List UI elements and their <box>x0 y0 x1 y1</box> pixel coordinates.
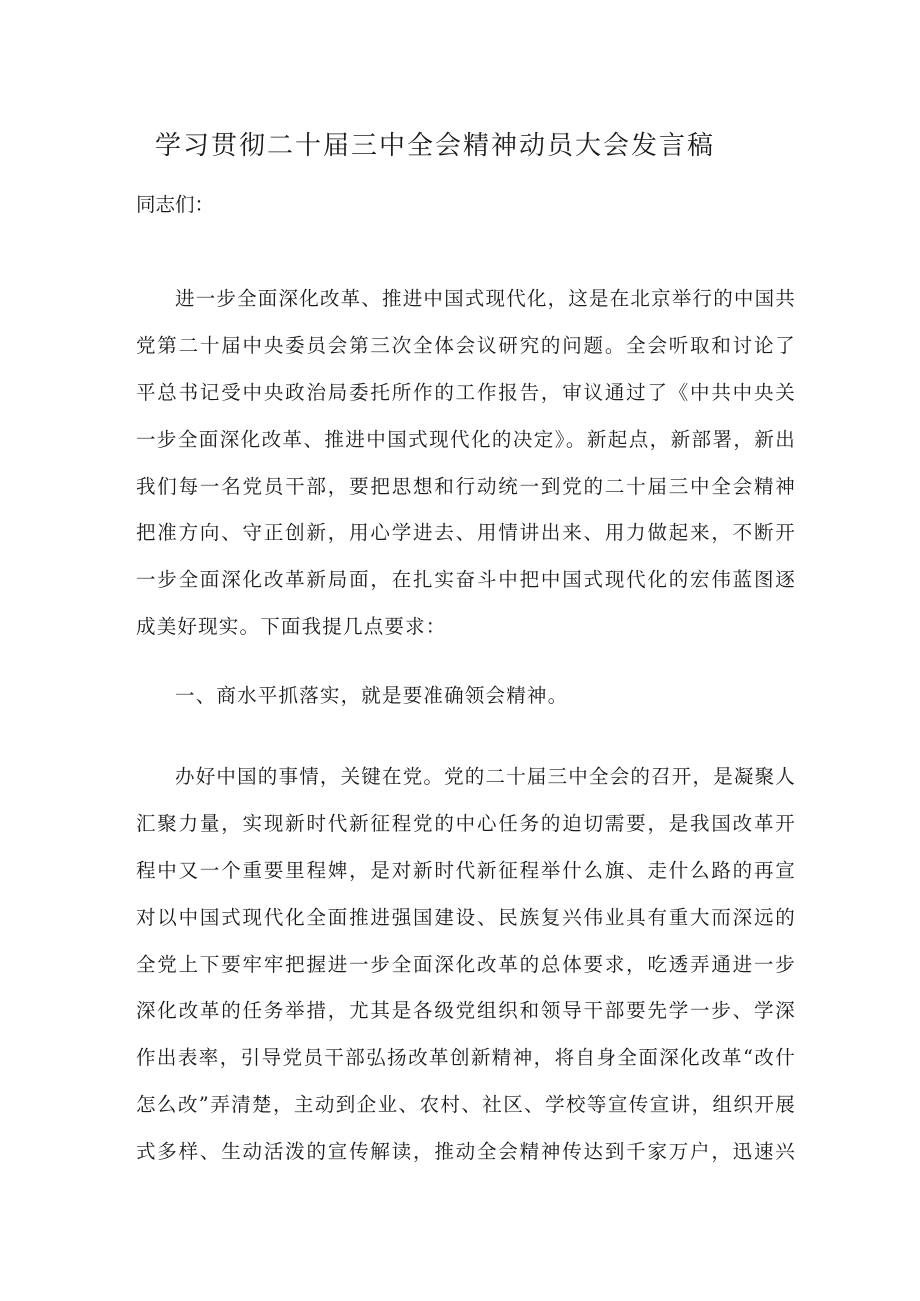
paragraph-line: 怎么改”弄清楚，主动到企业、农村、社区、学校等宣传宣讲，组织开展 <box>136 1093 796 1117</box>
paragraph-line: 程中又一个重要里程婢，是对新时代新征程举什么旗、走什么路的再宣 <box>136 858 796 882</box>
paragraph-line: 深化改革的任务举措，尤其是各级党组织和领导干部要先学一步、学深 <box>136 999 796 1023</box>
paragraph-line: 式多样、生动活泼的宣传解读，推动全会精神传达到千家万户，迅速兴 <box>136 1140 796 1164</box>
paragraph-line: 一步全面深化改革、推进中国式现代化的决定》。新起点，新部署，新出 <box>136 427 796 451</box>
document-title: 学习贯彻二十届三中全会精神动员大会发言稿 <box>154 131 715 161</box>
paragraph-section-1 <box>136 754 796 1176</box>
paragraph-line: 全党上下要牢牢把握进一步全面深化改革的总体要求，吃透弄通进一步 <box>136 952 796 976</box>
salutation: 同志们： <box>136 193 215 216</box>
paragraph-line: 把准方向、守正创新，用心学进去、用情讲出来、用力做起来，不断开 <box>136 521 796 545</box>
paragraph-line: 办好中国的事情，关键在党。党的二十届三中全会的召开，是凝聚人 <box>175 765 796 788</box>
paragraph-line: 成美好现实。下面我提几点要求： <box>136 615 447 639</box>
paragraph-line: 作出表率，引导党员干部弘扬改革创新精神，将自身全面深化改革“改什 <box>136 1046 796 1070</box>
paragraph-line: 我们每一名党员干部，要把思想和行动统一到党的二十届三中全会精神 <box>136 474 796 498</box>
paragraph-line: 一步全面深化改革新局面，在扎实奋斗中把中国式现代化的宏伟蓝图逐 <box>136 568 796 592</box>
paragraph-line: 党第二十届中央委员会第三次全体会议研究的问题。全会听取和讨论了 <box>136 333 796 357</box>
section-heading-1: 一、商水平抓落实，就是要准确领会精神。 <box>175 684 569 707</box>
paragraph-line: 进一步全面深化改革、推进中国式现代化，这是在北京举行的中国共 <box>175 287 796 310</box>
paragraph-line: 汇聚力量，实现新时代新征程党的中心任务的迫切需要，是我国改革开 <box>136 811 796 835</box>
paragraph-intro <box>136 276 796 651</box>
paragraph-line: 平总书记受中央政治局委托所作的工作报告，审议通过了《中共中央关 <box>136 380 796 404</box>
paragraph-line: 对以中国式现代化全面推进强国建设、民族复兴伟业具有重大而深远的 <box>136 905 796 929</box>
